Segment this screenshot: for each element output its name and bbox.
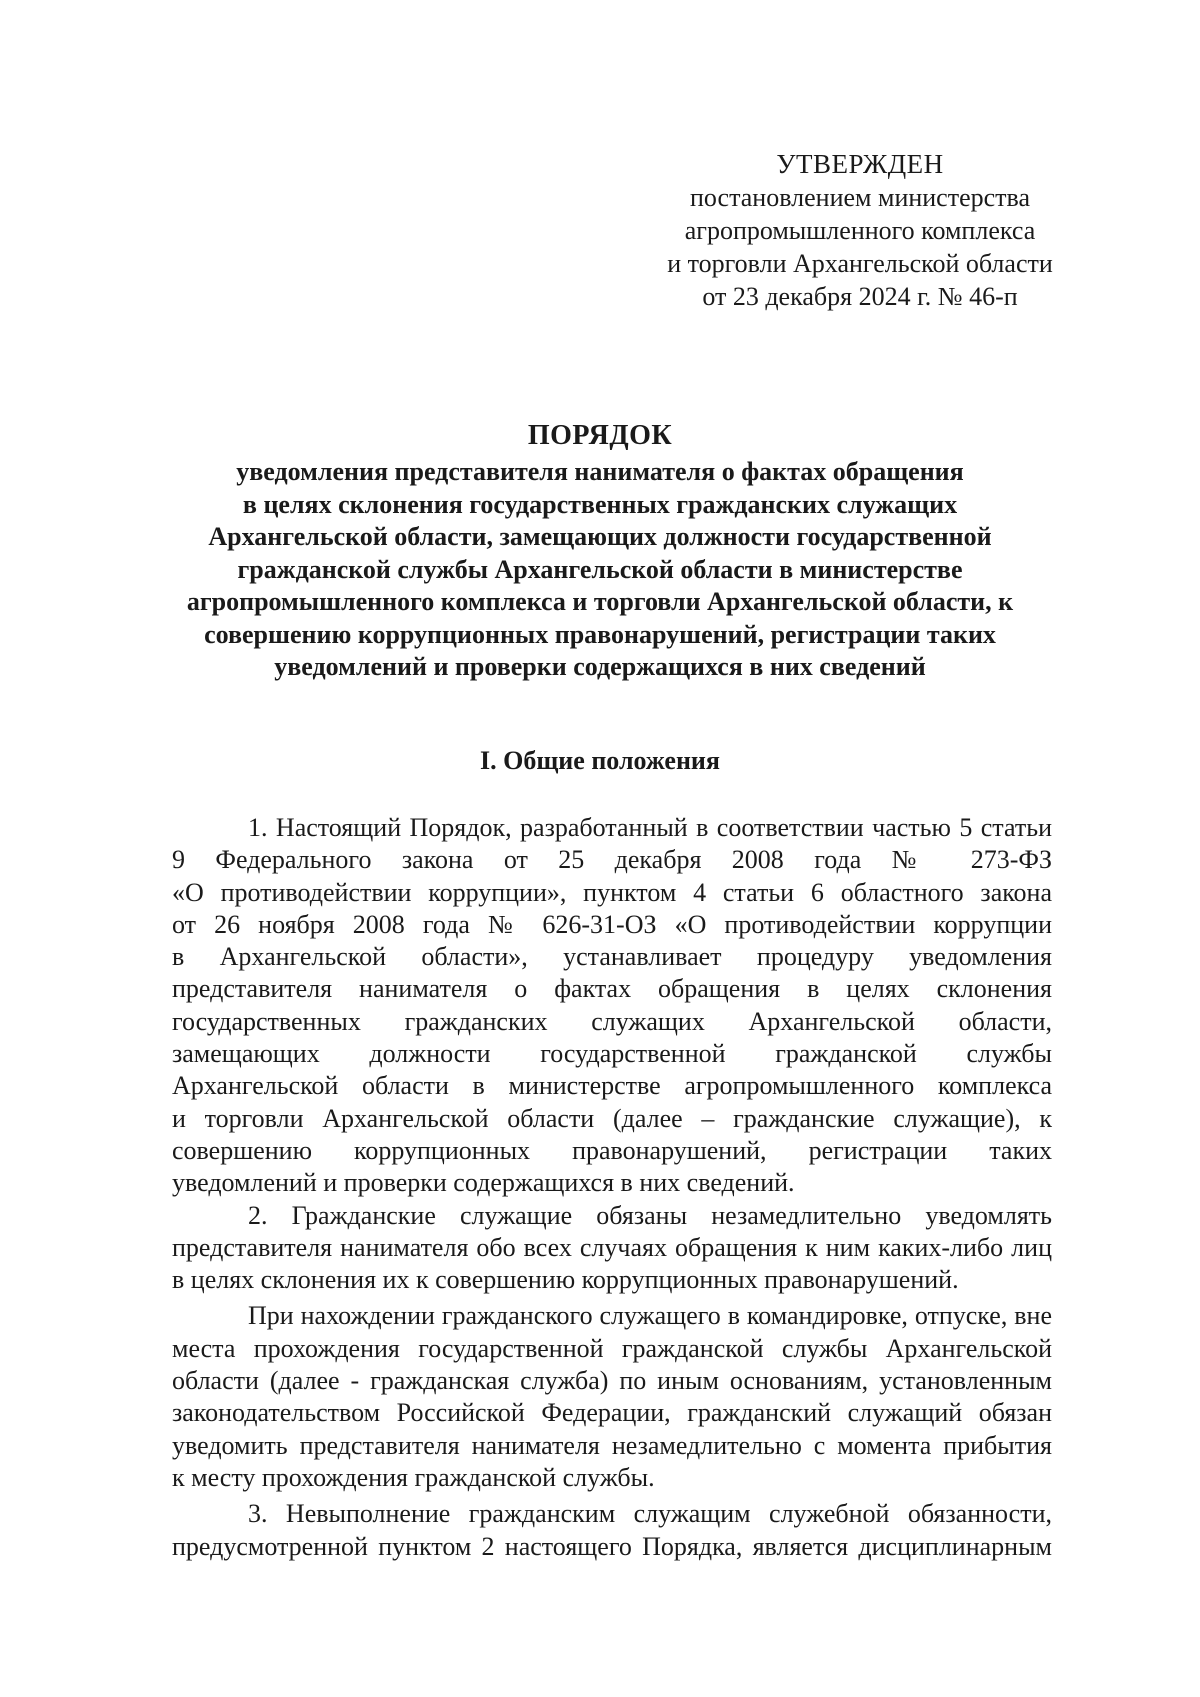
text-line: области (далее - гражданская служба) по иным основаниям, установленным xyxy=(172,1366,1052,1396)
approval-line: постановлением министерства xyxy=(689,183,1031,212)
subtitle-line: в целях склонения государственных гражданских служащих xyxy=(242,489,958,519)
text-line: При нахождении гражданского служащего в командировке, отпуске, вне xyxy=(248,1301,1052,1331)
document-title-block xyxy=(150,418,1050,684)
subtitle-line: уведомления представителя нанимателя о фактах обращения xyxy=(236,457,964,486)
text-line: 9 Федерального закона от 25 декабря 2008 года № 273-ФЗ xyxy=(172,845,1052,875)
text-line: замещающих должности государственной гражданской службы xyxy=(172,1039,1052,1069)
subtitle-line: гражданской службы Архангельской области в министерстве xyxy=(237,554,963,584)
text-line: совершению коррупционных правонарушений, регистрации таких xyxy=(172,1135,1052,1165)
text-line: в целях склонения их к совершению коррупционных правонарушений. xyxy=(172,1265,959,1295)
subtitle-line: агропромышленного комплекса и торговли Архангельской области, к xyxy=(186,587,1014,616)
approval-line: и торговли Архангельской области xyxy=(667,249,1053,278)
text-line: от 26 ноября 2008 года № 626-31-ОЗ «О противодействии коррупции xyxy=(172,909,1052,939)
text-line: 2. Гражданские служащие обязаны незамедлительно уведомлять xyxy=(248,1200,1052,1230)
section-heading: I. Общие положения xyxy=(480,746,720,775)
paragraph-3 xyxy=(172,1300,1052,1494)
text-line: уведомить представителя нанимателя незамедлительно с момента прибытия xyxy=(172,1430,1052,1460)
paragraph-2 xyxy=(172,1200,1052,1297)
subtitle-line: уведомлений и проверки содержащихся в них сведений xyxy=(274,652,926,681)
document-title: ПОРЯДОК xyxy=(527,420,673,451)
subtitle-line: совершению коррупционных правонарушений, регистрации таких xyxy=(204,619,996,649)
text-line: «О противодействии коррупции», пунктом 4 статьи 6 областного закона xyxy=(172,877,1052,907)
text-line: Архангельской области в министерстве агропромышленного комплекса xyxy=(172,1071,1052,1101)
text-line: и торговли Архангельской области (далее – гражданские служащие), к xyxy=(172,1103,1052,1133)
subtitle-line: Архангельской области, замещающих должности государственной xyxy=(208,522,992,551)
approval-line: агропромышленного комплекса xyxy=(684,216,1036,245)
text-line: в Архангельской области», устанавливает процедуру уведомления xyxy=(172,942,1052,972)
body-text xyxy=(172,812,1052,1563)
document-subtitle xyxy=(150,456,1050,684)
approval-title: УТВЕРЖДЕН xyxy=(776,149,944,179)
text-line: предусмотренной пунктом 2 настоящего Порядка, является дисциплинарным xyxy=(172,1531,1052,1561)
text-line: к месту прохождения гражданской службы. xyxy=(172,1462,655,1492)
text-line: 3. Невыполнение гражданским служащим служебной обязанности, xyxy=(248,1499,1052,1529)
paragraph-1 xyxy=(172,812,1052,1200)
text-line: места прохождения государственной гражданской службы Архангельской xyxy=(172,1333,1052,1363)
text-line: представителя нанимателя обо всех случаях обращения к ним каких-либо лиц xyxy=(172,1232,1052,1262)
approval-block xyxy=(620,148,1100,313)
text-line: 1. Настоящий Порядок, разработанный в соответствии частью 5 статьи xyxy=(248,813,1052,842)
text-line: государственных гражданских служащих Архангельской области, xyxy=(172,1006,1052,1036)
text-line: представителя нанимателя о фактах обращения в целях склонения xyxy=(172,974,1052,1004)
paragraph-4 xyxy=(172,1498,1052,1563)
text-line: законодательством Российской Федерации, гражданский служащий обязан xyxy=(172,1398,1052,1428)
approval-line: от 23 декабря 2024 г. № 46-п xyxy=(702,282,1018,311)
text-line: уведомлений и проверки содержащихся в них сведений. xyxy=(172,1168,795,1198)
